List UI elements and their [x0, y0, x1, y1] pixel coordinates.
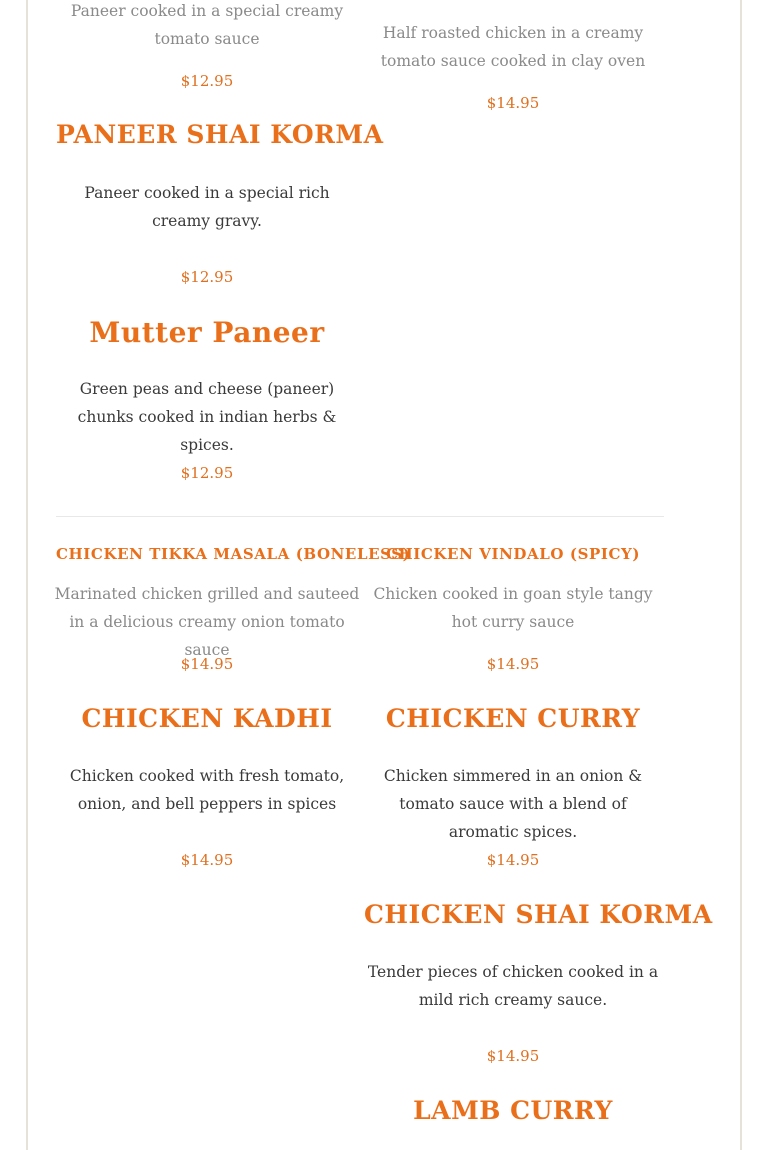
menu-item-chicken-vindalo	[364, 545, 662, 675]
item-description: Chicken cooked in goan style tangy hot curry sauce	[373, 585, 653, 631]
section-divider	[56, 516, 664, 517]
item-price: $14.95	[486, 94, 540, 112]
item-description: Paneer cooked in a special creamy tomato sauce	[70, 2, 344, 48]
menu-item-mutter-paneer	[56, 316, 358, 486]
menu-item-paneer-shai-korma	[56, 120, 384, 290]
item-price: $14.95	[486, 655, 540, 673]
item-description: Chicken cooked with fresh tomato, onion, and bell peppers in spices	[69, 767, 345, 813]
menu-item-partial-right	[364, 0, 662, 120]
item-description: Marinated chicken grilled and sauteed in a delicious creamy onion tomato sauce	[54, 585, 360, 659]
item-price: $12.95	[180, 72, 234, 90]
item-title: PANEER SHAI KORMA	[56, 120, 384, 149]
menu-item-chicken-tikka-masala	[54, 545, 411, 675]
item-title: LAMB CURRY	[413, 1096, 613, 1125]
menu-item-lamb-curry	[364, 1096, 662, 1136]
item-title: Mutter Paneer	[89, 316, 325, 349]
item-price: $12.95	[180, 268, 234, 286]
menu-item-chicken-kadhi	[56, 704, 358, 874]
item-price: $14.95	[180, 851, 234, 869]
item-description: Paneer cooked in a special rich creamy gravy.	[84, 184, 330, 230]
menu-item-chicken-shai-korma	[364, 900, 713, 1070]
item-description: Green peas and cheese (paneer) chunks cooked in indian herbs & spices.	[77, 380, 337, 454]
item-description: Half roasted chicken in a creamy tomato sauce cooked in clay oven	[380, 24, 646, 70]
item-description: Tender pieces of chicken cooked in a mild rich creamy sauce.	[367, 963, 659, 1009]
item-title: CHICKEN TIKKA MASALA (BONELESS)	[56, 545, 411, 563]
item-price: $14.95	[486, 851, 540, 869]
item-title: CHICKEN SHAI KORMA	[364, 900, 713, 929]
item-description: Chicken simmered in an onion & tomato sauce with a blend of aromatic spices.	[383, 767, 643, 841]
menu-item-chicken-curry	[364, 704, 662, 874]
item-title: CHICKEN VINDALO (SPICY)	[385, 545, 641, 563]
item-price: $14.95	[486, 1047, 540, 1065]
item-title: CHICKEN KADHI	[81, 704, 333, 733]
menu-item-partial-left	[56, 0, 358, 100]
item-price: $14.95	[180, 655, 234, 673]
item-price: $12.95	[180, 464, 234, 482]
item-title: CHICKEN CURRY	[385, 704, 641, 733]
